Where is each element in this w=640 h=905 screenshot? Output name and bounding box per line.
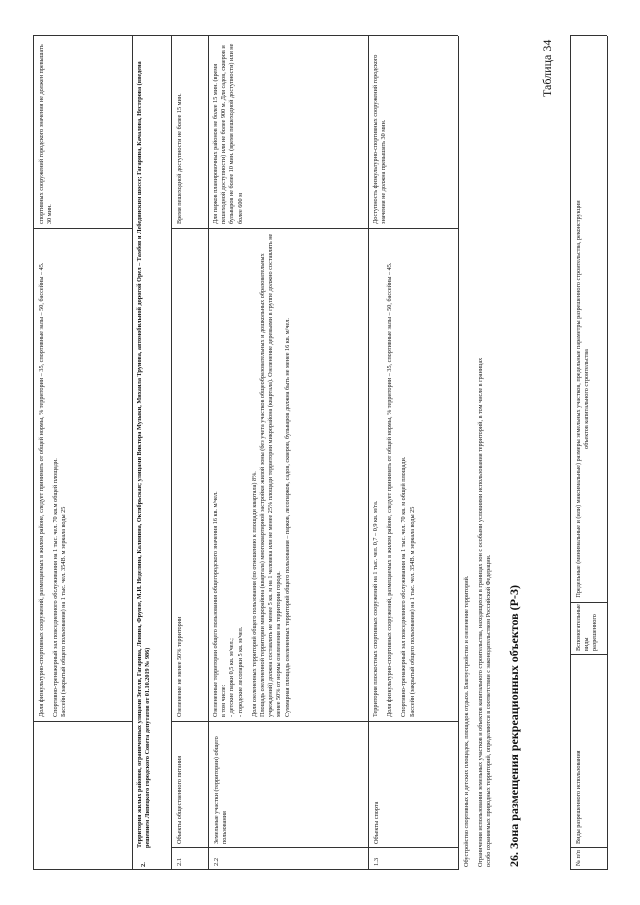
row-requirements: Озелененные территории общего пользования общегородского значения 16 кв. м/чел. в том числе: - детские парки 0,5 кв. м/чел.; - городские лесопарки 5 кв. м/чел. Доля озелененных территорий общего пользования (по отношению к площади квартала) 8%. Площадь озелененной территории микрорайона (квартала) многоквартирной застройки жилой зоны (без учета участков общеобразовательных и дошкольных образовательных учреждений) должна составлять не менее 5 кв. м на 1 человека или не менее 25% площади территории микрорайона (квартала). Озеленение деревьями в группе должно составлять не менее 50% от нормы озеленения на территории города. Суммарная площадь озелененных территорий общего пользования – парков, лесопарков, садов, скверов, бульваров должна быть не менее 16 кв. м/чел.: [212, 233, 291, 717]
header-auxiliary-use-types: Вспомогательные виды разрешенного: [575, 604, 599, 651]
row-accessibility: Время пешеходной доступности не более 15 мин.: [176, 93, 183, 224]
table-right-border: [33, 35, 458, 36]
row-requirements: Озеленение не менее 50% территории: [176, 616, 183, 717]
column-separator: [33, 228, 132, 229]
row-separator: [368, 36, 369, 870]
section-heading: 26. Зона размещения рекреационных объектов (Р-3): [507, 585, 521, 867]
row-number: 1.3: [373, 857, 380, 866]
column-separator: [171, 847, 458, 848]
row-accessibility: Доступность физкультурно-спортивных сооружений городского значения не должна превышать 30 мин.: [372, 54, 388, 224]
column-separator: [171, 721, 458, 722]
header-use-types: Виды разрешенного использования: [575, 750, 582, 844]
header-table-top-border: [570, 36, 571, 870]
footer-note: Обустройство спортивных и детских площадок, площадок отдыха. Благоустройство и озеленение территорий. Ограничения использования земельных участков и объектов капитального строительства, находящихся в границах зон с особыми условиями использования территорий, в том числе в границах особо охраняемых природных территорий, определяются в соответствии с законодательством Российской Федерации.: [463, 357, 493, 867]
row-accessibility: Для парков планировочных районов не более 15 мин. (время пешеходной доступности) или не более 900 м. Для садов, скверов и бульваров не более 10 мин. (время пешеходной доступности) или не более 600 м: [212, 43, 244, 224]
row-requirements: Территория плоскостных спортивных сооружений на 1 тыс. чел. 0,7 – 0,9 кв. м/га. Доля физкультурно-спортивных сооружений, размещаемых в жилом районе, следует принимать от общей нормы, % территории – 35, спортивные залы – 50, бассейны – 45. Спортивно-тренажерный зал повседневного обслуживания на 1 тыс. чел. 70 кв. м общей площади. Бассейн (закрытый общего пользования) на 1 тыс. чел. 354В. м зеркала воды 25: [372, 262, 416, 717]
header-table-left-border: [570, 869, 607, 870]
column-separator: [570, 847, 607, 848]
table-bottom-border: [458, 36, 459, 870]
continued-row-requirements: Доля физкультурно-спортивных сооружений, размещаемых в жилом районе, следует принимать от общей нормы, % территории – 35, спортивные залы – 50, бассейны – 45. Спортивно-тренажерный зал повседневного обслуживания на 1 тыс. чел. 70 кв.м общей площади. Бассейн (закрытый общего пользования) на 1 тыс. чел. 354В. м зеркала воды 25: [38, 262, 68, 717]
use-type: Объекты общественного питания: [176, 755, 183, 844]
section-number: 2.: [140, 862, 147, 867]
header-limits: Предельные (минимальные и (или) максимальные) размеры земельных участков, предельные параметры разрешенного строительства, реконструкции объектов капитального строительства: [575, 200, 591, 598]
header-table-right-border: [570, 35, 607, 36]
row-number: 2.2: [213, 857, 220, 866]
row-separator: [208, 36, 209, 870]
header-number: № п/п: [575, 850, 582, 866]
column-separator: [33, 721, 132, 722]
row-number: 2.1: [176, 857, 183, 866]
section-title: Территория жилых районов, ограниченных улицами Зегеля, Гагарина, Ленина, Фрунзе, М.И. Неделина, Калинина, Октябрьская; улицами Виктора Музыки, Михаила Трунова, автомобильной дорогой Орел – Тамбов и Лебединским шоссе; Гагарина, Качалова, Нестерова (введена решением Липецкого городского Совета депутатов от 01.10.2019 № 986): [136, 61, 152, 848]
table-left-border: [33, 869, 458, 870]
use-type: Земельные участки (территории) общего пользования: [213, 736, 229, 844]
column-separator: [570, 602, 607, 603]
table-label: Таблица 34: [540, 39, 554, 97]
row-separator: [171, 36, 172, 870]
header-table-bottom-border: [607, 36, 608, 870]
row-separator: [132, 36, 133, 870]
use-type: Объекты спорта: [373, 801, 380, 844]
continued-row-accessibility: спортивных сооружений городского значения не должен превышать 30 мин.: [38, 44, 54, 224]
column-separator: [570, 654, 607, 655]
table-top-border: [33, 36, 34, 870]
column-separator: [171, 228, 458, 229]
